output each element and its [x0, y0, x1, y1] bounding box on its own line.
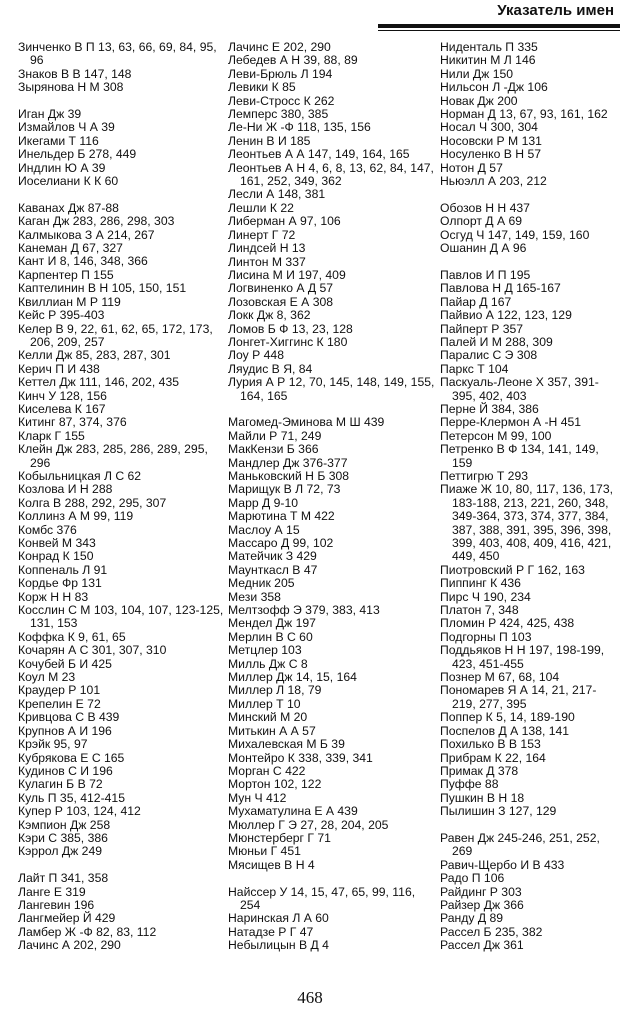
index-entry: Маньковский Н Б 308 [228, 468, 350, 483]
index-entry: Милль Дж С 8 [228, 656, 308, 671]
index-entry: Коул М 23 [18, 670, 76, 685]
index-entry: Леви-Брюль Л 194 [228, 66, 333, 81]
index-entry: Кларк Г 155 [18, 428, 85, 443]
index-entry: Линтон М 337 [228, 254, 306, 269]
index-entry: Лоу Р 448 [228, 348, 284, 363]
index-entry: Мясищев В Н 4 [228, 857, 315, 872]
index-entry: Петтигрю Т 293 [440, 468, 529, 483]
index-entry: Радо П 106 [440, 871, 505, 886]
index-entry: Морган С 422 [228, 763, 306, 778]
index-entry: Пайперт Р 357 [440, 321, 524, 336]
index-entry: Небылицын В Д 4 [228, 938, 329, 953]
index-entry: Лангмейер Й 429 [18, 911, 116, 926]
index-entry: Осгуд Ч 147, 149, 159, 160 [440, 227, 590, 242]
index-entry: Лонгет-Хиггинс К 180 [228, 334, 348, 349]
index-entry: Прибрам К 22, 164 [440, 750, 546, 765]
letter-group-gap [18, 95, 224, 108]
index-entry: Найссер У 14, 15, 47, 65, 99, 116, 254 [228, 884, 416, 912]
index-entry: Леви-Стросс К 262 [228, 93, 335, 108]
index-entry: Мухаматулина Е А 439 [228, 804, 358, 819]
index-entry: Козлова И Н 288 [18, 482, 113, 497]
index-entry: Каванах Дж 87-88 [18, 200, 119, 215]
index-entry: Икегами Т 116 [18, 133, 99, 148]
index-entry: Никитин М Л 146 [440, 53, 536, 68]
index-entry: Кэри С 385, 386 [18, 830, 108, 845]
index-entry: Карпентер П 155 [18, 267, 114, 282]
index-entry: Рассел Дж 361 [440, 938, 524, 953]
index-entry: Райдинг Р 303 [440, 884, 522, 899]
index-entry: Пономарев Я А 14, 21, 217-219, 277, 395 [440, 683, 597, 711]
index-entry: Мерлин В С 60 [228, 629, 313, 644]
index-entry: Петерсон М 99, 100 [440, 428, 552, 443]
index-entry: Клейн Дж 283, 285, 286, 289, 295, 296 [18, 442, 208, 470]
index-entry: Леонтьев А А 147, 149, 164, 165 [228, 147, 410, 162]
index-entry: Рассел Б 235, 382 [440, 924, 543, 939]
index-entry: Пломин Р 424, 425, 438 [440, 616, 575, 631]
index-entry: Миллер Т 10 [228, 696, 301, 711]
index-entry: Примак Д 378 [440, 763, 519, 778]
index-entry: Носовски Р М 131 [440, 133, 542, 148]
index-entry: Ошанин Д А 96 [440, 241, 527, 256]
index-entry: Зырянова Н М 308 [18, 80, 124, 95]
letter-group-gap [440, 255, 618, 268]
index-entry: Миллер Дж 14, 15, 164 [228, 670, 357, 685]
index-entry: Кобыльницкая Л С 62 [18, 468, 142, 483]
index-entry: Павлов И П 195 [440, 267, 531, 282]
index-entry: Равич-Щербо И В 433 [440, 857, 565, 872]
index-entry: Магомед-Эминова М Ш 439 [228, 415, 385, 430]
index-entry: Райзер Дж 366 [440, 897, 524, 912]
letter-group-gap [18, 859, 224, 872]
index-entry: Мюньи Г 451 [228, 844, 301, 859]
index-entry: Логвиненко А Д 57 [228, 281, 334, 296]
index-entry: Ленин В И 185 [228, 133, 311, 148]
index-entry: Лозовская Е А 308 [228, 294, 334, 309]
index-entry: Пиппинг К 436 [440, 576, 521, 591]
index-entry: Лачинс А 202, 290 [18, 938, 121, 953]
index-entry: Конрад К 150 [18, 549, 94, 564]
index-entry: Иган Дж 39 [18, 107, 82, 122]
index-entry: Пылишин З 127, 129 [440, 804, 557, 819]
index-entry: Пайвио А 122, 123, 129 [440, 308, 572, 323]
index-entry: Носал Ч 300, 304 [440, 120, 538, 135]
index-entry: Палей И М 288, 309 [440, 334, 553, 349]
letter-group-gap [440, 819, 618, 832]
index-entry: Керич П И 438 [18, 361, 100, 376]
index-column-3 [440, 41, 618, 953]
index-entry: Пиотровский Р Г 162, 163 [440, 562, 585, 577]
index-entry: Мюнстерберг Г 71 [228, 830, 331, 845]
page-number: 468 [297, 988, 323, 1007]
index-entry: Мези 358 [228, 589, 281, 604]
index-entry: Пирс Ч 190, 234 [440, 589, 531, 604]
index-entry: Метцлер 103 [228, 643, 302, 658]
index-entry: Ланге Е 319 [18, 884, 86, 899]
index-entry: Линдсей Н 13 [228, 241, 306, 256]
index-entry: Индлин Ю А 39 [18, 160, 106, 175]
index-entry: Леонтьев А Н 4, 6, 8, 13, 62, 84, 147, 161, 252, 349, 362 [228, 160, 434, 189]
index-entry: Паскуаль-Леоне Х 357, 391-395, 402, 403 [440, 375, 599, 403]
index-entry: Крепелин Е 72 [18, 696, 101, 711]
index-entry: Поппер К 5, 14, 189-190 [440, 710, 575, 725]
index-entry: Кант И 8, 146, 348, 366 [18, 254, 148, 269]
letter-group-gap [18, 188, 224, 201]
index-entry: Лисина М И 197, 409 [228, 267, 346, 282]
index-entry: Михалевская М Б 39 [228, 737, 345, 752]
index-entry: Мортон 102, 122 [228, 777, 322, 792]
index-entry: Коффка К 9, 61, 65 [18, 629, 126, 644]
index-entry: МакКензи Б 366 [228, 442, 319, 457]
index-entry: Лемперс 380, 385 [228, 107, 329, 122]
index-entry: Норман Д 13, 67, 93, 161, 162 [440, 107, 608, 122]
letter-group-gap [228, 403, 436, 416]
index-entry: Пайар Д 167 [440, 294, 512, 309]
index-entry: Китинг 87, 374, 376 [18, 415, 127, 430]
index-entry: Монтейро К 338, 339, 341 [228, 750, 373, 765]
index-entry: Пиаже Ж 10, 80, 117, 136, 173, 183-188, 213, 221, 260, 348, 349-364, 373, 374, 377, 384, 387, 388, 391, 395, 396, 398, 399, 403, 408, 409, 416, 421, 449, 450 [440, 482, 613, 564]
index-entry: Кордье Фр 131 [18, 576, 102, 591]
index-entry: Либерман А 97, 106 [228, 214, 341, 229]
index-entry: Каптелинин В Н 105, 150, 151 [18, 281, 187, 296]
index-entry: Натадзе Р Г 47 [228, 924, 314, 939]
index-entry: Кочубей Б И 425 [18, 656, 112, 671]
index-entry: Ниденталь П 335 [440, 40, 538, 54]
index-entry: Коллинз А М 99, 119 [18, 509, 134, 524]
index-entry: Обозов Н Н 437 [440, 200, 530, 215]
index-entry: Косслин С М 103, 104, 107, 123-125, 131, 153 [18, 603, 224, 631]
header-rule-thick [378, 24, 620, 28]
index-entry: Митькин А А 57 [228, 723, 316, 738]
index-entry: Пушкин В Н 18 [440, 790, 525, 805]
index-entry: Кочарян А С 301, 307, 310 [18, 643, 167, 658]
running-head-title: Указатель имен [497, 2, 614, 19]
index-entry: Медник 205 [228, 576, 295, 591]
index-entry: Крупнов А И 196 [18, 723, 112, 738]
index-entry: Ломов Б Ф 13, 23, 128 [228, 321, 353, 336]
index-entry: Краудер Р 101 [18, 683, 101, 698]
index-entry: Коппеналь Л 91 [18, 562, 108, 577]
index-entry: Зинченко В П 13, 63, 66, 69, 84, 95, 96 [18, 40, 217, 68]
index-entry: Пуффе 88 [440, 777, 499, 792]
index-column-2 [228, 41, 436, 953]
index-entry: Лесли А 148, 381 [228, 187, 326, 202]
index-entry: Колга В 288, 292, 295, 307 [18, 495, 167, 510]
index-entry: Кеттел Дж 111, 146, 202, 435 [18, 375, 180, 390]
index-entry: Массаро Д 99, 102 [228, 536, 334, 551]
header-rule-thin [378, 30, 620, 31]
index-entry: Комбс 376 [18, 522, 77, 537]
index-entry: Кулагин Б В 72 [18, 777, 103, 792]
index-entry: Лангевин 196 [18, 897, 95, 912]
index-entry: Носуленко В Н 57 [440, 147, 542, 162]
index-entry: Кривцова С В 439 [18, 710, 120, 725]
index-entry: Минский М 20 [228, 710, 308, 725]
index-entry: Поспелов Д А 138, 141 [440, 723, 570, 738]
index-entry: Марютина Т М 422 [228, 509, 335, 524]
index-entry: Локк Дж 8, 362 [228, 308, 311, 323]
index-entry: Инельдер Б 278, 449 [18, 147, 137, 162]
letter-group-gap [228, 872, 436, 885]
index-entry: Лешли К 22 [228, 200, 294, 215]
index-entry: Ляудис В Я, 84 [228, 361, 313, 376]
index-entry: Купер Р 103, 124, 412 [18, 804, 141, 819]
index-entry: Иоселиани К К 60 [18, 174, 119, 189]
index-entry: Равен Дж 245-246, 251, 252, 269 [440, 830, 600, 859]
index-entry: Лачинс Е 202, 290 [228, 40, 331, 54]
index-entry: Кубрякова Е С 165 [18, 750, 125, 765]
index-entry: Келли Дж 85, 283, 287, 301 [18, 348, 171, 363]
index-entry: Каган Дж 283, 286, 298, 303 [18, 214, 175, 229]
index-entry: Квиллиан М Р 119 [18, 294, 121, 309]
index-entry: Платон 7, 348 [440, 603, 519, 618]
index-entry: Ньюэлл А 203, 212 [440, 174, 547, 189]
index-entry: Лурия А Р 12, 70, 145, 148, 149, 155, 164, 165 [228, 375, 435, 403]
index-entry: Ле-Ни Ж -Ф 118, 135, 156 [228, 120, 371, 135]
index-entry: Линерт Г 72 [228, 227, 296, 242]
index-entry: Матейчик З 429 [228, 549, 317, 564]
index-entry: Павлова Н Д 165-167 [440, 281, 561, 296]
index-entry: Нотон Д 57 [440, 160, 503, 175]
index-entry: Кинч У 128, 156 [18, 388, 107, 403]
index-entry: Левики К 85 [228, 80, 296, 95]
index-entry: Мандлер Дж 376-377 [228, 455, 348, 470]
index-entry: Крэйк 95, 97 [18, 737, 88, 752]
index-entry: Лайт П 341, 358 [18, 871, 109, 886]
index-entry: Новак Дж 200 [440, 93, 518, 108]
index-entry: Канеман Д 67, 327 [18, 241, 123, 256]
index-entry: Олпорт Д А 69 [440, 214, 523, 229]
index-entry: Майли Р 71, 249 [228, 428, 322, 443]
index-entry: Знаков В В 147, 148 [18, 66, 132, 81]
index-entry: Наринская Л А 60 [228, 911, 329, 926]
index-entry: Марищук В Л 72, 73 [228, 482, 341, 497]
index-entry: Подгорны П 103 [440, 629, 532, 644]
index-entry: Маслоу А 15 [228, 522, 300, 537]
index-entry: Кэмпион Дж 258 [18, 817, 111, 832]
index-entry: Киселева К 167 [18, 401, 106, 416]
index-entry: Перне Й 384, 386 [440, 401, 539, 416]
index-entry: Калмыкова З А 214, 267 [18, 227, 155, 242]
index-entry: Поддьяков Н Н 197, 198-199, 423, 451-455 [440, 643, 605, 671]
index-entry: Марр Д 9-10 [228, 495, 299, 510]
index-entry: Лебедев А Н 39, 88, 89 [228, 53, 358, 68]
letter-group-gap [440, 188, 618, 201]
index-entry: Кудинов С И 196 [18, 763, 113, 778]
index-entry: Измайлов Ч А 39 [18, 120, 115, 135]
index-entry: Петренко В Ф 134, 141, 149, 159 [440, 442, 599, 470]
index-entry: Миллер Л 18, 79 [228, 683, 322, 698]
index-entry: Познер М 67, 68, 104 [440, 670, 560, 685]
index-column-1 [18, 41, 224, 953]
index-entry: Мюллер Г Э 27, 28, 204, 205 [228, 817, 389, 832]
index-entry: Паркс Т 104 [440, 361, 509, 376]
index-entry: Нильсон Л -Дж 106 [440, 80, 548, 95]
index-entry: Куль П 35, 412-415 [18, 790, 125, 805]
index-entry: Ранду Д 89 [440, 911, 504, 926]
index-entry: Конвей М 343 [18, 536, 96, 550]
index-entry: Паралис С Э 308 [440, 348, 538, 363]
index-entry: Похилько В В 153 [440, 737, 541, 752]
index-entry: Кейс Р 395-403 [18, 308, 105, 323]
index-entry: Кэррол Дж 249 [18, 844, 103, 859]
index-entry: Перре-Клермон А -Н 451 [440, 415, 582, 430]
index-entry: Мун Ч 412 [228, 790, 287, 805]
index-entry: Ламбер Ж -Ф 82, 83, 112 [18, 924, 157, 939]
index-entry: Нили Дж 150 [440, 66, 514, 81]
index-entry: Келер В 9, 22, 61, 62, 65, 172, 173, 206, 209, 257 [18, 321, 213, 349]
index-entry: Маунткасл В 47 [228, 562, 318, 577]
index-entry: Мелтзофф Э 379, 383, 413 [228, 603, 380, 618]
index-entry: Мендел Дж 197 [228, 616, 316, 631]
index-entry: Корж Н Н 83 [18, 589, 89, 604]
